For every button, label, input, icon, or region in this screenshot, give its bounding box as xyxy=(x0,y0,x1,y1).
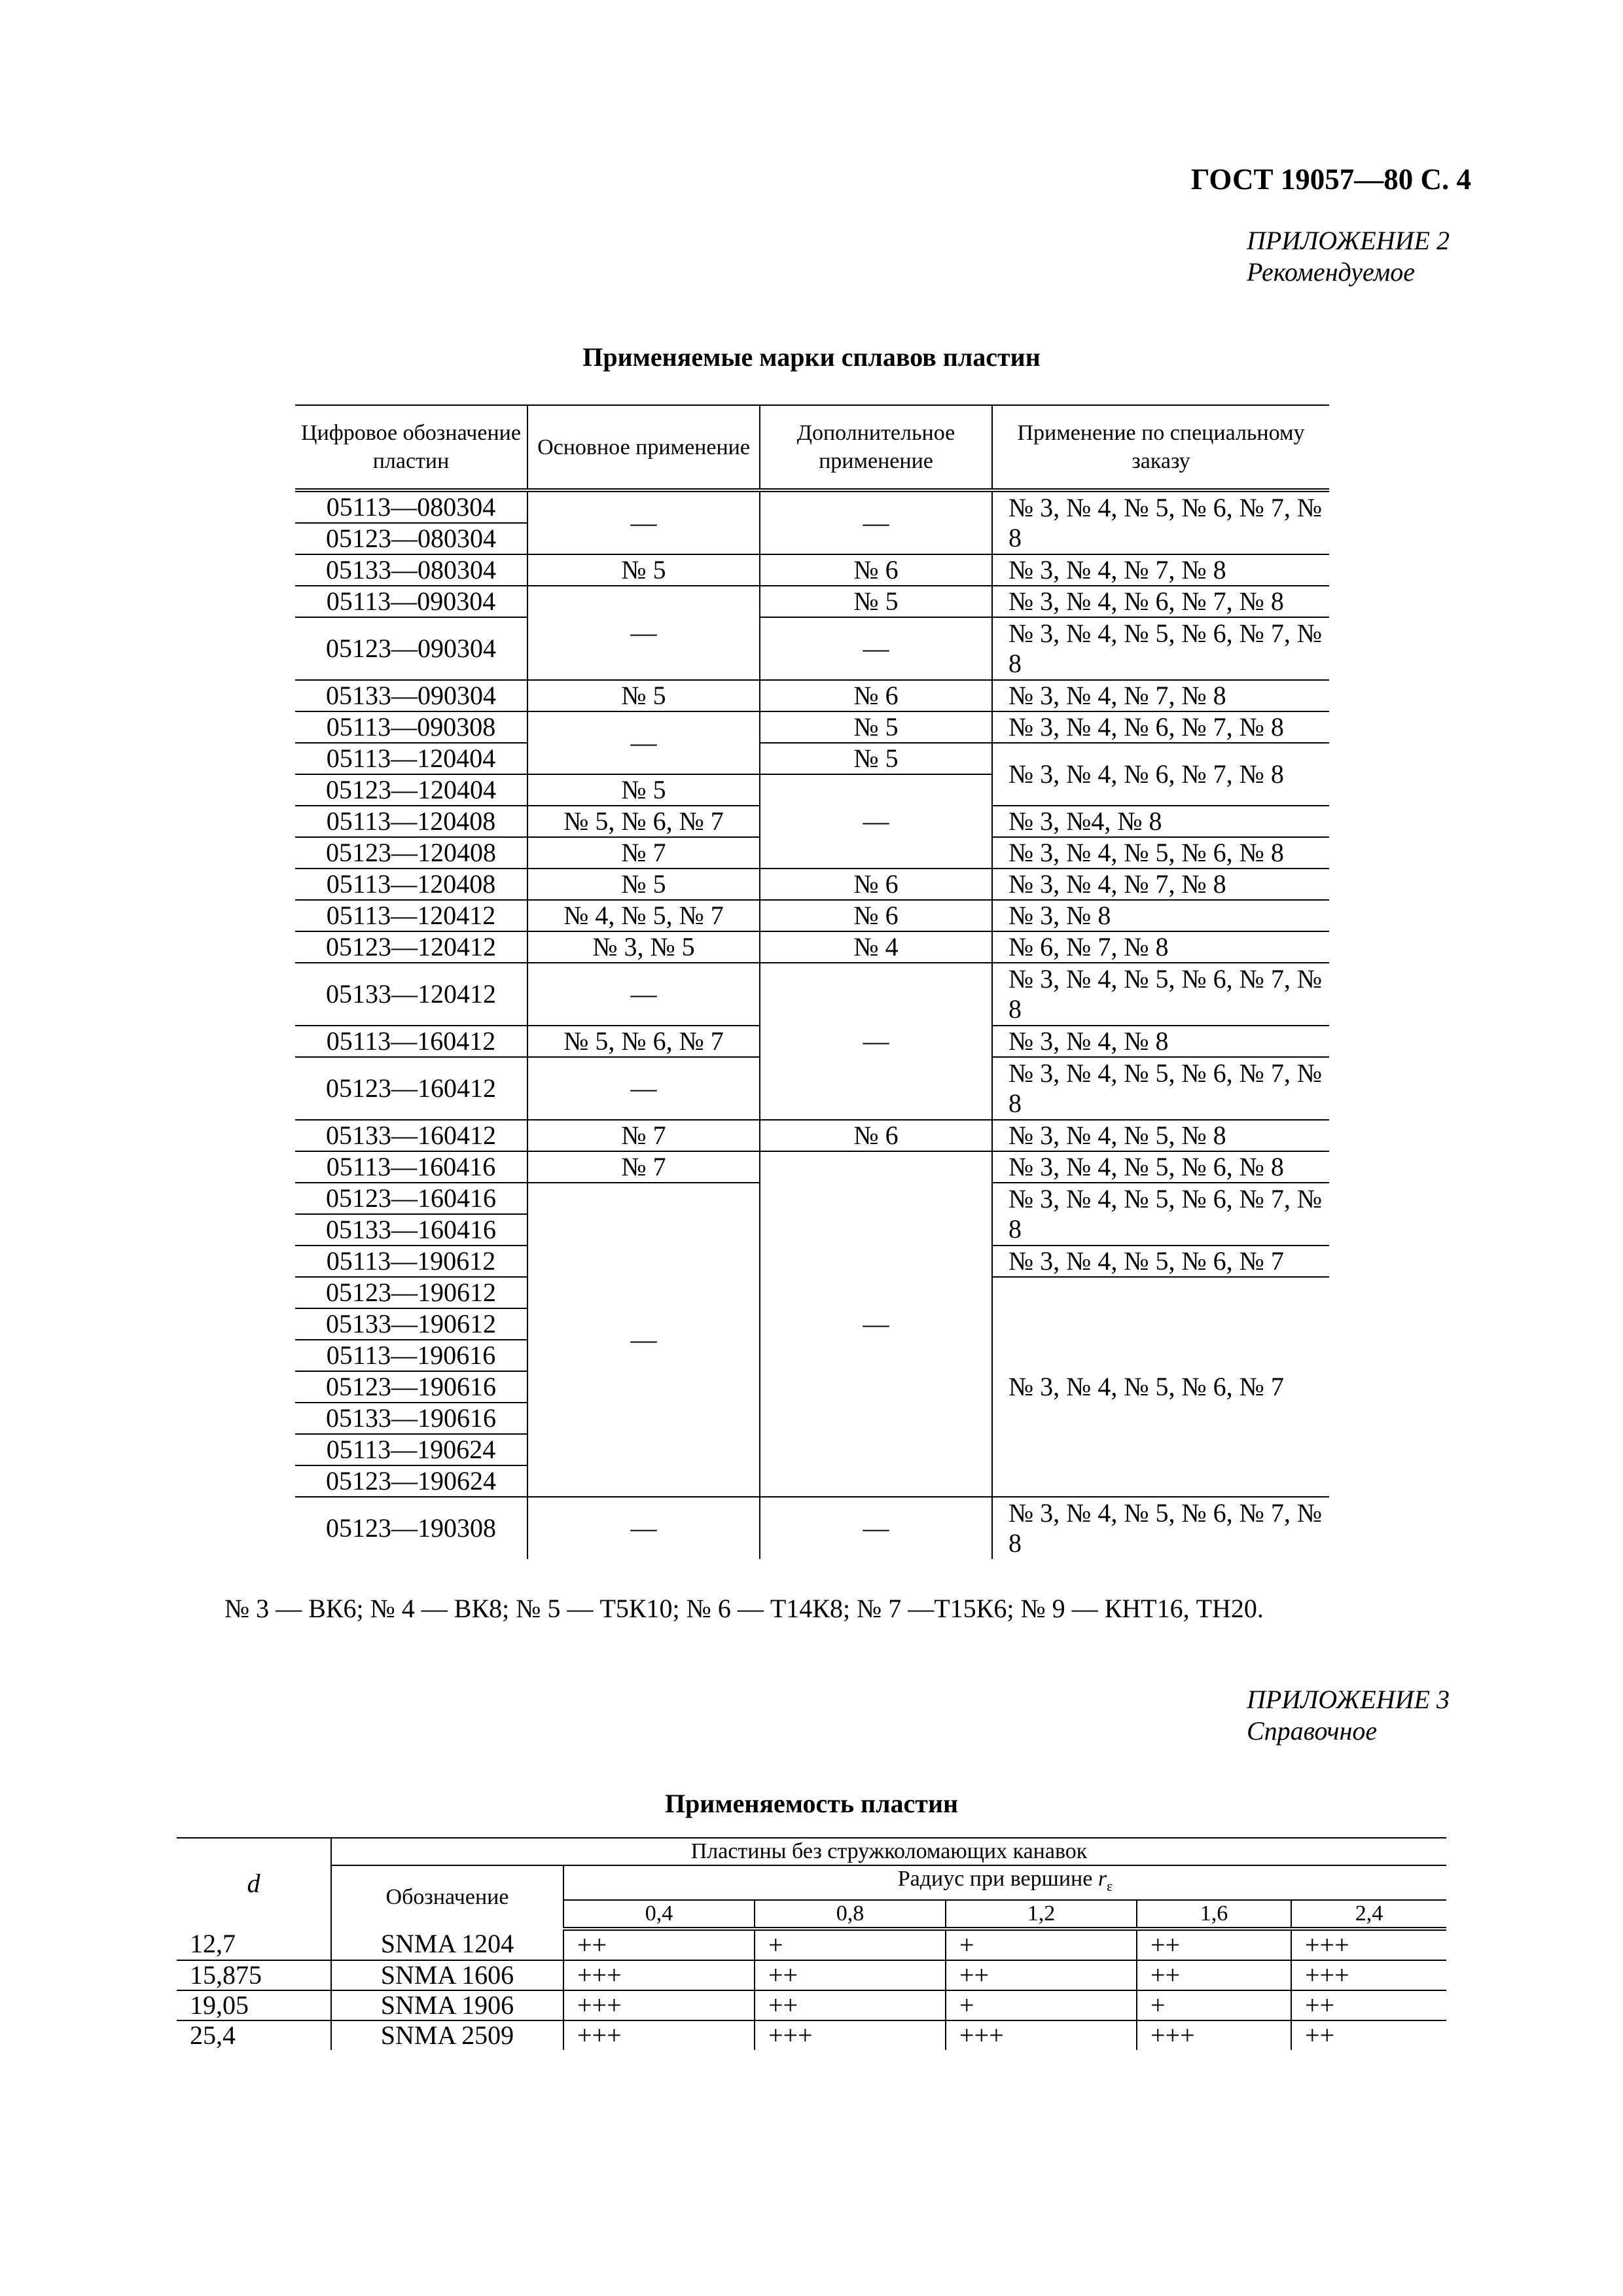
table-cell: 05113—120408 xyxy=(295,806,527,837)
table-cell: ++ xyxy=(1305,2020,1335,2050)
table-cell: 05123—080304 xyxy=(295,523,527,554)
table-cell: 05113—160416 xyxy=(295,1151,527,1183)
table-cell: № 5, № 6, № 7 xyxy=(527,1026,760,1057)
appendix-2-label xyxy=(1247,225,1450,288)
table-cell: № 3, № 4, № 8 xyxy=(992,1026,1329,1057)
table-cell: ++ xyxy=(563,1929,755,1960)
appendix-2-subtitle: Рекомендуемое xyxy=(1247,257,1416,287)
col-header-special: Применение по специальному заказу xyxy=(992,405,1329,490)
table-cell: № 6 xyxy=(760,869,992,900)
table-cell: +++ xyxy=(1291,1929,1446,1960)
table-cell: № 3, №4, № 8 xyxy=(992,806,1329,837)
table2-caption: Применяемость пластин xyxy=(664,1789,959,1818)
table-cell: № 6 xyxy=(760,680,992,711)
table-cell: 05123—160412 xyxy=(295,1057,527,1120)
table-cell: № 5 xyxy=(527,869,760,900)
table-cell: № 3, № 4, № 7, № 8 xyxy=(992,869,1329,900)
table-cell: 05123—120404 xyxy=(295,774,527,806)
table-cell: № 3, № 4, № 6, № 7, № 8 xyxy=(992,711,1329,743)
table-cell: SNMA 1906 xyxy=(331,1990,563,2020)
table-cell: ++ xyxy=(1137,1929,1291,1960)
table-cell: № 3, № 4, № 7, № 8 xyxy=(992,554,1329,586)
table-cell: № 5 xyxy=(760,711,992,743)
table-cell: 05113—120404 xyxy=(295,743,527,774)
table-cell: 05133—080304 xyxy=(295,554,527,586)
table-cell: № 7 xyxy=(527,1151,760,1183)
table-cell: + xyxy=(946,1990,1137,2020)
document-header: ГОСТ 19057—80 С. 4 xyxy=(1190,163,1471,196)
table-cell: ++ xyxy=(755,1960,946,1990)
table-cell: 05133—190616 xyxy=(295,1403,527,1434)
table-cell: 05113—160412 xyxy=(295,1026,527,1057)
table-cell: 05123—190624 xyxy=(295,1465,527,1497)
table-cell: +++ xyxy=(563,1960,755,1990)
table-cell: 05133—160412 xyxy=(295,1120,527,1151)
table-cell: № 6 xyxy=(760,900,992,931)
alloy-legend-note: № 3 — ВК6; № 4 — ВК8; № 5 — Т5К10; № 6 — Т14К8; № 7 —Т15К6; № 9 — КНТ16, ТН20. xyxy=(224,1594,1264,1623)
table-cell: — xyxy=(527,490,760,554)
table-cell: 25,4 xyxy=(177,2020,331,2050)
table-cell: № 5 xyxy=(527,554,760,586)
appendix-3-subtitle: Справочное xyxy=(1247,1716,1378,1746)
table-cell: № 3, № 5 xyxy=(527,931,760,963)
table-cell: № 3, № 4, № 5, № 6, № 7, № 8 xyxy=(992,963,1329,1026)
appendix-3-label xyxy=(1247,1684,1450,1747)
table-cell: 05113—120412 xyxy=(295,900,527,931)
table-row xyxy=(177,1960,1446,1990)
table-cell: — xyxy=(527,711,760,774)
table-cell: 05133—160416 xyxy=(295,1214,527,1246)
table-cell: — xyxy=(760,490,992,554)
table-cell: SNMA 1606 xyxy=(331,1960,563,1990)
alloy-grades-table xyxy=(295,404,1329,1559)
table-cell: № 5, № 6, № 7 xyxy=(527,806,760,837)
table-cell: — xyxy=(760,617,992,680)
table-cell: — xyxy=(760,774,992,869)
table-cell: 05123—160416 xyxy=(295,1183,527,1214)
table-cell: № 6, № 7, № 8 xyxy=(992,931,1329,963)
inserts-applicability-table xyxy=(177,1837,1446,2050)
table-cell: № 5 xyxy=(527,774,760,806)
table-cell: ++ xyxy=(1137,1960,1291,1990)
table-cell: ++ xyxy=(946,1960,1137,1990)
table-cell: 05113—190624 xyxy=(295,1434,527,1465)
appendix-3-title: ПРИЛОЖЕНИЕ 3 xyxy=(1247,1685,1450,1714)
table-cell: № 5 xyxy=(760,743,992,774)
radius-symbol: r xyxy=(1097,1867,1107,1891)
col-header-main: Основное применение xyxy=(527,405,760,490)
table-cell: 05123—190308 xyxy=(295,1497,527,1559)
radius-subscript: ε xyxy=(1107,1877,1113,1894)
table-cell: — xyxy=(527,1183,760,1497)
table-cell: № 4 xyxy=(760,931,992,963)
table-cell: ++ xyxy=(1291,1990,1446,2020)
table-cell: 19,05 xyxy=(177,1990,331,2020)
table-cell: SNMA 1204 xyxy=(331,1929,563,1960)
col-header-designation: Обозначение xyxy=(331,1865,563,1929)
table-cell: № 3, № 4, № 5, № 8 xyxy=(992,1120,1329,1151)
table-cell: № 4, № 5, № 7 xyxy=(527,900,760,931)
table-cell: № 3, № 4, № 5, № 6, № 7, № 8 xyxy=(992,1057,1329,1120)
table-cell: № 3, № 4, № 5, № 6, № 8 xyxy=(992,837,1329,869)
col-header-additional: Дополнительное применение xyxy=(760,405,992,490)
table-cell: +++ xyxy=(563,2020,755,2050)
table-cell: 05113—090308 xyxy=(295,711,527,743)
table-cell: № 3, № 8 xyxy=(992,900,1329,931)
table-cell: 05123—120412 xyxy=(295,931,527,963)
table-row xyxy=(177,2020,1446,2050)
table-row xyxy=(177,1990,1446,2020)
table-cell: + xyxy=(946,1929,1137,1960)
table-cell: + xyxy=(755,1929,946,1960)
table-cell: — xyxy=(527,1057,760,1120)
table-row xyxy=(177,1929,1446,1960)
table-cell: 05133—190612 xyxy=(295,1308,527,1340)
radius-value: 1,2 xyxy=(946,1900,1137,1929)
table-cell: 15,875 xyxy=(177,1960,331,1990)
table-cell: — xyxy=(760,1497,992,1559)
col-header-d: d xyxy=(177,1838,331,1929)
table-cell: 05113—080304 xyxy=(295,490,527,523)
table-cell: — xyxy=(760,963,992,1120)
table-cell: № 3, № 4, № 5, № 6, № 7 xyxy=(992,1277,1329,1497)
table-cell: 05123—190616 xyxy=(295,1371,527,1403)
table-cell: 05133—120412 xyxy=(295,963,527,1026)
table-cell: № 3, № 4, № 5, № 6, № 8 xyxy=(992,1151,1329,1183)
table-cell: 05113—190616 xyxy=(295,1340,527,1371)
table-cell: + xyxy=(1137,1990,1291,2020)
table-cell: № 3, № 4, № 5, № 6, № 7, № 8 xyxy=(992,1183,1329,1246)
table-cell: № 7 xyxy=(527,837,760,869)
table-cell: № 3, № 4, № 7, № 8 xyxy=(992,680,1329,711)
table-cell: № 5 xyxy=(527,680,760,711)
radius-value: 2,4 xyxy=(1291,1900,1446,1929)
table-cell: — xyxy=(760,1151,992,1497)
table-cell: +++ xyxy=(1137,2020,1291,2050)
radius-value: 0,4 xyxy=(563,1900,755,1929)
group-header: Пластины без стружколомающих канавок xyxy=(331,1838,1446,1865)
appendix-2-title: ПРИЛОЖЕНИЕ 2 xyxy=(1247,226,1450,255)
table-cell: 05113—120408 xyxy=(295,869,527,900)
table-cell: № 6 xyxy=(760,1120,992,1151)
table-cell: 05123—190612 xyxy=(295,1277,527,1308)
table-cell: — xyxy=(527,1497,760,1559)
table-cell: +++ xyxy=(563,1990,755,2020)
table-cell: — xyxy=(527,586,760,680)
table-cell: +++ xyxy=(946,2020,1137,2050)
table-cell: № 6 xyxy=(760,554,992,586)
table-cell: +++ xyxy=(1291,1960,1446,1990)
table-cell: +++ xyxy=(755,2020,946,2050)
table-cell: SNMA 2509 xyxy=(331,2020,563,2050)
table1-caption: Применяемые марки сплавов пластин xyxy=(582,342,1041,372)
table-cell: 05113—190612 xyxy=(295,1246,527,1277)
radius-value: 1,6 xyxy=(1137,1900,1291,1929)
table-cell: № 7 xyxy=(527,1120,760,1151)
table-cell: — xyxy=(527,963,760,1026)
table-cell: № 3, № 4, № 5, № 6, № 7, № 8 xyxy=(992,490,1329,554)
table-cell: № 3, № 4, № 5, № 6, № 7 xyxy=(992,1246,1329,1277)
radius-header xyxy=(563,1865,1446,1900)
table-cell: № 3, № 4, № 5, № 6, № 7, № 8 xyxy=(1008,1498,1322,1558)
table-cell: 05133—090304 xyxy=(295,680,527,711)
table-cell: 05123—090304 xyxy=(295,617,527,680)
table-cell: ++ xyxy=(755,1990,946,2020)
table-cell: 12,7 xyxy=(177,1929,331,1960)
radius-value: 0,8 xyxy=(755,1900,946,1929)
table-cell: 05123—120408 xyxy=(295,837,527,869)
col-header-code: Цифровое обозначение пластин xyxy=(295,405,527,490)
table-cell: № 3, № 4, № 5, № 6, № 7, № 8 xyxy=(992,617,1329,680)
table-cell: № 5 xyxy=(760,586,992,617)
radius-header-text: Радиус при вершине xyxy=(897,1867,1098,1891)
table-cell: № 3, № 4, № 6, № 7, № 8 xyxy=(992,743,1329,806)
table-cell: 05113—090304 xyxy=(295,586,527,617)
table-cell: № 3, № 4, № 6, № 7, № 8 xyxy=(992,586,1329,617)
